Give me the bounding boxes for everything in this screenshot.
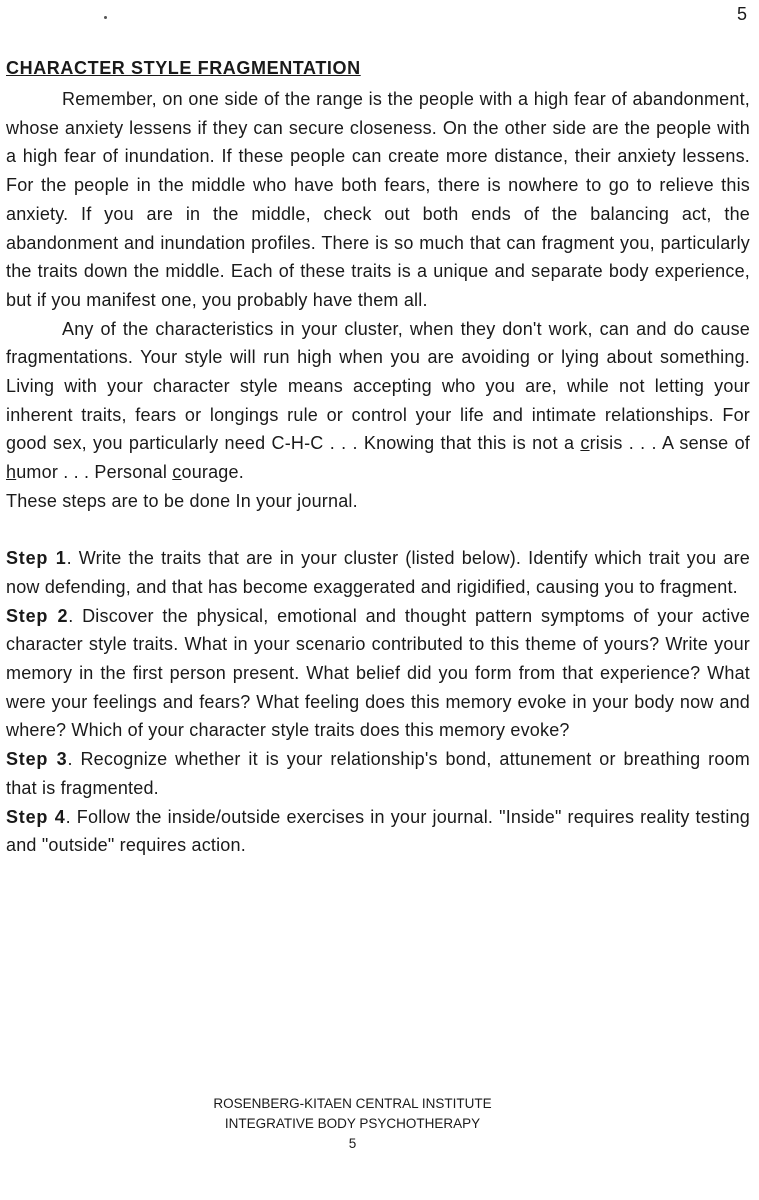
step-1-text: . Write the traits that are in your cluster (listed below). Identify which trait you are now defending, and that has become exaggerated and rigidified, causing you to fragment. [6, 548, 750, 597]
step-2-text: . Discover the physical, emotional and thought pattern symptoms of your active character style traits. What in your scenario contributed to this theme of yours? Write your memory in the first person present. What belief did you form from that experience? What were your feelings and fears? What feeling does this memory evoke in your body now and where? Which of your character style traits does this memory evoke? [6, 605, 750, 741]
step-4-text: . Follow the inside/outside exercises in your journal. "Inside" requires reality testing and "outside" requires action. [6, 806, 750, 856]
step-3-label: Step 3 [6, 749, 68, 770]
humor-underlined-letter: h [6, 462, 17, 483]
paragraph-characteristics [6, 315, 750, 487]
courage-rest-text: ourage. [181, 462, 244, 483]
humor-rest-text: umor . . . Personal [16, 462, 173, 483]
step-1 [6, 544, 750, 601]
blank-line [6, 516, 750, 545]
step-4 [6, 803, 750, 860]
footer-institute-name: ROSENBERG-KITAEN CENTRAL INSTITUTE [213, 1096, 492, 1111]
paragraph-journal-note: These steps are to be done In your journal. [6, 490, 358, 511]
step-3-text: . Recognize whether it is your relationship's bond, attunement or breathing room that is fragmented. [6, 749, 750, 798]
document-body [6, 85, 750, 860]
crisis-rest-text: risis . . . A sense of [589, 433, 751, 454]
courage-underlined-letter: c [172, 462, 182, 483]
footer-page-number: 5 [348, 1136, 357, 1151]
crisis-underlined-letter: c [580, 433, 590, 454]
step-4-label: Step 4 [6, 806, 66, 827]
step-3 [6, 745, 750, 802]
paragraph-abandonment-inundation: Remember, on one side of the range is the people with a high fear of abandonment, whose anxiety lessens if they can secure closeness. On the other side are the people with a high fear of inundation. If these people can create more distance, their anxiety lessens. For the people in the middle who have both fears, there is nowhere to go to relieve this anxiety. If you are in the middle, check out both ends of the balancing act, the abandonment and inundation profiles. There is so much that can fragment you, particularly the traits down the middle. Each of these traits is a unique and separate body experience, but if you manifest one, you probably have them all. [6, 89, 750, 310]
section-heading: CHARACTER STYLE FRAGMENTATION [6, 58, 361, 78]
page-footer [0, 1094, 705, 1154]
step-2-label: Step 2 [6, 605, 69, 626]
footer-program-name: INTEGRATIVE BODY PSYCHOTHERAPY [224, 1116, 481, 1131]
page-number-top: 5 [736, 4, 747, 24]
paragraph-characteristics-text: Any of the characteristics in your cluster, when they don't work, can and do cause fragmentations. Your style will run high when you are avoiding or lying about something. Living with your character style means accepting who you are, while not letting your inherent traits, fears or longings rule or control your life and intimate relationships. For good sex, you particularly need C-H-C . . . Knowing that this is not a [6, 318, 750, 454]
step-2 [6, 602, 750, 746]
scan-speck [104, 16, 107, 19]
step-1-label: Step 1 [6, 548, 67, 569]
